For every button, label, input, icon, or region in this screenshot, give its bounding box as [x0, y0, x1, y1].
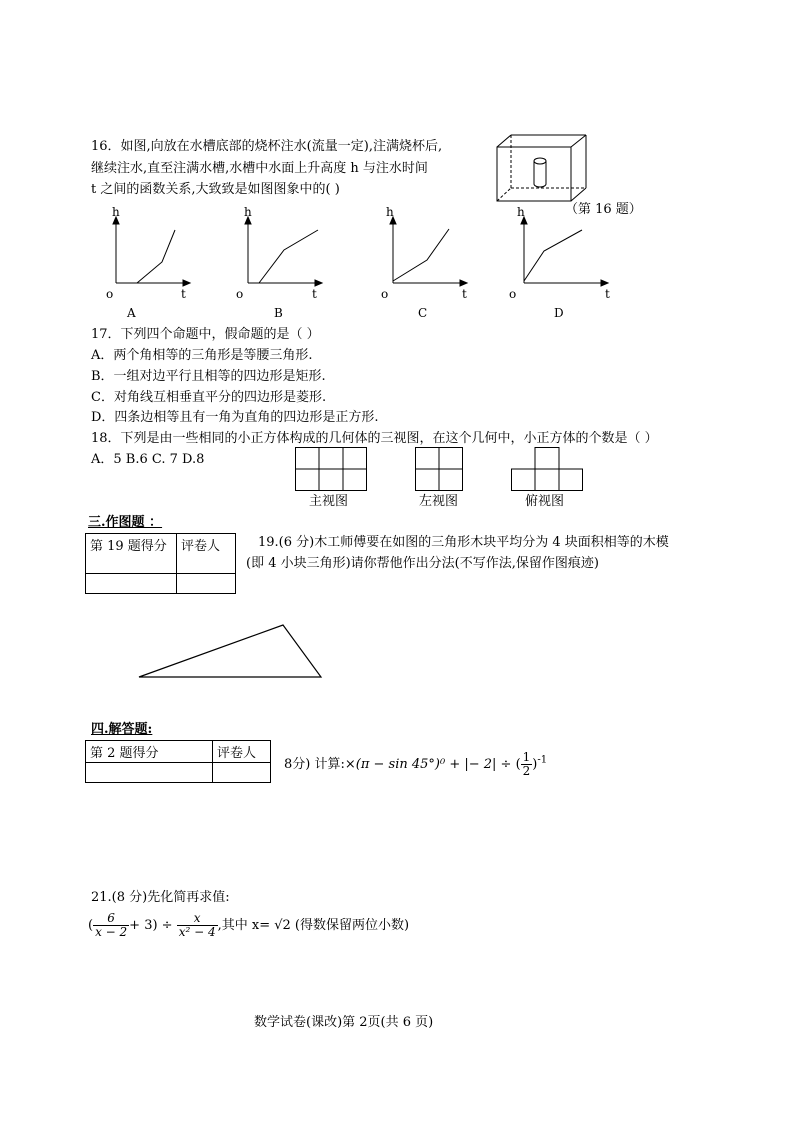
front-view — [295, 447, 367, 491]
q16-caption: （第 16 题） — [565, 202, 642, 217]
graph-d-xlabel: t — [605, 287, 610, 301]
graph-d-origin: o — [509, 287, 517, 301]
graph-a-xlabel: t — [181, 287, 186, 301]
q20-expression: (π − sin 45°)⁰ + |− 2| ÷ — [355, 757, 516, 772]
q20-fraction: $\frac{1}{2}$ — [522, 750, 531, 778]
q21-fraction-2: $\frac{x}{\text{x² − 4}}$ — [178, 911, 216, 939]
graph-d-ylabel: h — [517, 205, 525, 219]
graph-a-label: A — [127, 306, 136, 320]
graph-a-ylabel: h — [112, 205, 120, 219]
q17-option-d: D．四条边相等且有一角为直角的四边形是正方形. — [91, 410, 379, 425]
graph-b-ylabel: h — [244, 205, 252, 219]
triangle-figure[interactable] — [138, 623, 323, 679]
graph-b-xlabel: t — [312, 287, 317, 301]
q18-options: A．5 B.6 C. 7 D.8 — [91, 452, 205, 467]
top-view-label: 俯视图 — [525, 494, 565, 509]
graph-c-ylabel: h — [386, 205, 394, 219]
q19-score-label: 第 19 题得分 — [86, 534, 177, 574]
left-view-label: 左视图 — [419, 494, 459, 509]
q20-prefix: 8分) 计算:× — [284, 757, 356, 772]
q20-score-cell[interactable] — [86, 763, 213, 783]
q21-plus3: + 3) ÷ — [129, 918, 173, 933]
section3-title: 三.作图题 ： — [88, 515, 163, 530]
q16-line-1: 16．如图,向放在水槽底部的烧杯注水(流量一定),注满烧杯后, — [91, 139, 443, 154]
q16-line-2: 继续注水,直至注满水槽,水槽中水面上升高度 h 与注水时间 — [91, 161, 428, 176]
q19-grader-cell[interactable] — [177, 574, 236, 594]
q19-line-2: (即 4 小块三角形)请你帮他作出分法(不写作法,保留作图痕迹) — [246, 556, 599, 571]
q21-expression: ( $\frac{6}{x - 2}$ + 3) ÷ $\frac{x}{\text{x² − 4}}$ ,其中 x= √2 (得数保留两位小数) — [88, 911, 410, 939]
graph-a-origin: o — [106, 287, 114, 301]
q19-score-table — [85, 533, 236, 594]
graph-b-label: B — [274, 306, 283, 320]
q19-line-1: 19.(6 分)木工师傅要在如图的三角形木块平均分为 4 块面积相等的木模 — [258, 535, 669, 550]
graph-b — [232, 205, 332, 305]
left-view — [415, 447, 463, 491]
tank-figure — [496, 134, 588, 204]
front-view-label: 主视图 — [309, 494, 349, 509]
section4-title: 四.解答题: — [91, 722, 153, 737]
q16-line-3: t 之间的函数关系,大致致是如图图象中的( ) — [91, 182, 340, 197]
q20-grader-cell[interactable] — [213, 763, 271, 783]
q19-grader-label: 评卷人 — [177, 534, 236, 574]
q21-condition: ,其中 x= √2 (得数保留两位小数) — [217, 918, 410, 933]
page-footer: 数学试卷(课改)第 2页(共 6 页) — [254, 1015, 434, 1030]
q19-score-cell[interactable] — [86, 574, 177, 594]
q17-option-c: C．对角线互相垂直平分的四边形是菱形. — [91, 390, 327, 405]
q20-exponent: -1 — [537, 754, 548, 766]
graph-c-label: C — [418, 306, 428, 320]
q20-score-table — [85, 740, 271, 783]
q18-stem: 18．下列是由一些相同的小正方体构成的几何体的三视图，在这个几何中，小正方体的个数是（ ） — [91, 431, 658, 446]
q17-option-a: A．两个角相等的三角形是等腰三角形. — [91, 348, 313, 363]
graph-d-label: D — [554, 306, 564, 320]
q20-score-label: 第 2 题得分 — [86, 741, 213, 763]
graph-c-origin: o — [381, 287, 389, 301]
graph-b-origin: o — [236, 287, 244, 301]
q21-line-1: 21.(8 分)先化简再求值: — [91, 890, 230, 905]
graph-c-xlabel: t — [462, 287, 467, 301]
q17-stem: 17．下列四个命题中，假命题的是（ ） — [91, 327, 320, 342]
q21-fraction-1: $\frac{6}{x - 2}$ — [95, 911, 128, 939]
q17-option-b: B．一组对边平行且相等的四边形是矩形. — [91, 369, 326, 384]
q20-grader-label: 评卷人 — [213, 741, 271, 763]
graph-d — [508, 205, 614, 305]
top-view — [511, 447, 583, 491]
q20-text: 8分) 计算:×(π − sin 45°)⁰ + |− 2| ÷ ( $\frac{1}{2}$ )$^{-1}$ — [284, 750, 548, 778]
